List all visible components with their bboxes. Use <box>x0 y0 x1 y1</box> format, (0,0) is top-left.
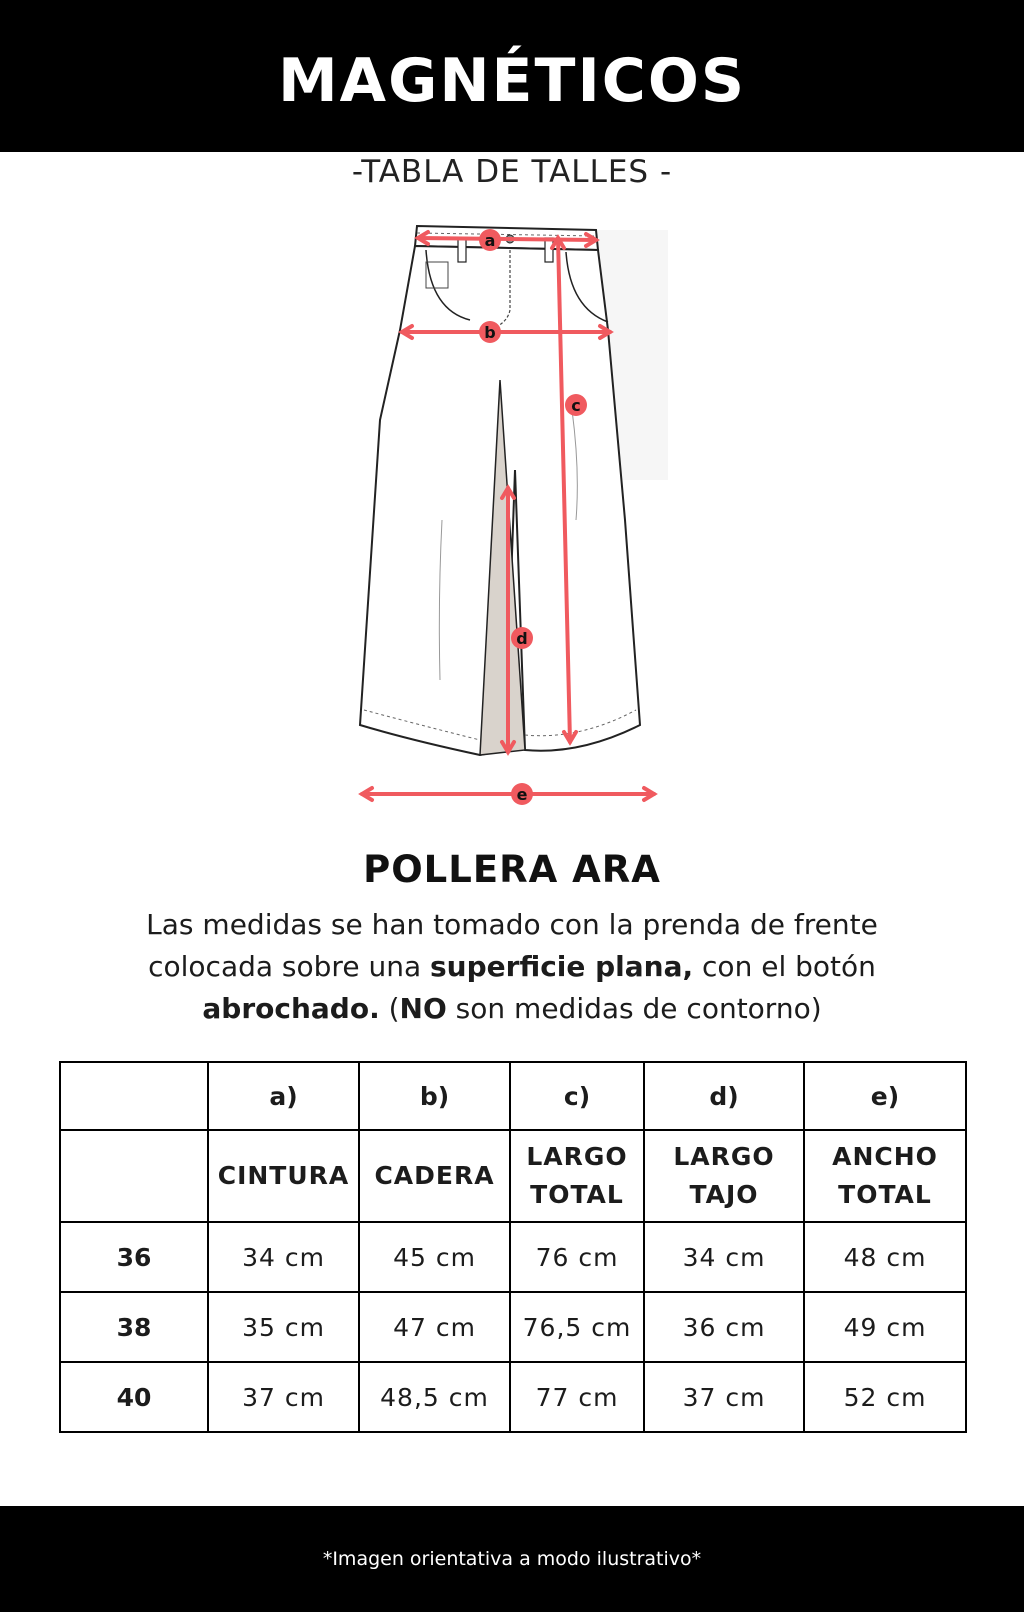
description-text: son medidas de contorno) <box>446 992 822 1025</box>
marker-d-label: d <box>516 629 528 648</box>
table-row <box>60 1130 966 1222</box>
table-cell: 37 cm <box>208 1362 359 1432</box>
description-text: con el botón <box>693 950 876 983</box>
description-bold: abrochado. <box>202 992 380 1025</box>
table-cell: 52 cm <box>804 1362 966 1432</box>
size-label: 40 <box>60 1362 208 1432</box>
table-cell-empty <box>60 1130 208 1222</box>
column-letter: b) <box>359 1062 510 1130</box>
column-header-text: CADERA <box>374 1161 495 1190</box>
table-cell: 34 cm <box>644 1222 804 1292</box>
table-cell: 76,5 cm <box>510 1292 644 1362</box>
table-cell: 77 cm <box>510 1362 644 1432</box>
table-cell: 76 cm <box>510 1222 644 1292</box>
footer-bar <box>0 1506 1024 1612</box>
product-title: POLLERA ARA <box>363 848 661 891</box>
column-header-text: ANCHO <box>832 1142 938 1171</box>
column-header-text: LARGO <box>526 1142 628 1171</box>
column-letter: a) <box>208 1062 359 1130</box>
column-header-largo-tajo <box>644 1130 804 1222</box>
description-bold: NO <box>399 992 447 1025</box>
page-subtitle: -TABLA DE TALLES - <box>351 154 673 190</box>
size-label: 38 <box>60 1292 208 1362</box>
size-label: 36 <box>60 1222 208 1292</box>
column-letter: c) <box>510 1062 644 1130</box>
column-header-text: TAJO <box>689 1180 759 1209</box>
column-header-text: TOTAL <box>530 1180 624 1209</box>
table-cell: 35 cm <box>208 1292 359 1362</box>
column-letter: e) <box>804 1062 966 1130</box>
column-header-cadera <box>359 1130 510 1222</box>
table-row <box>60 1062 966 1130</box>
belt-loop <box>545 238 553 262</box>
belt-loop <box>458 238 466 262</box>
marker-e-label: e <box>516 785 528 804</box>
table-cell: 45 cm <box>359 1222 510 1292</box>
marker-c-label: c <box>571 396 581 415</box>
description-text: Las medidas se han tomado con la prenda de frente colocada sobre una <box>146 908 878 983</box>
table-cell: 34 cm <box>208 1222 359 1292</box>
table-row <box>60 1292 966 1362</box>
measure-line-a <box>418 238 596 240</box>
table-cell: 36 cm <box>644 1292 804 1362</box>
column-header-text: TOTAL <box>838 1180 932 1209</box>
brand-title: MAGNÉTICOS <box>277 46 747 116</box>
column-header-text: LARGO <box>673 1142 775 1171</box>
table-cell: 37 cm <box>644 1362 804 1432</box>
marker-a-label: a <box>484 231 496 250</box>
footer-note: *Imagen orientativa a modo ilustrativo* <box>322 1548 702 1570</box>
table-cell: 48,5 cm <box>359 1362 510 1432</box>
size-table <box>59 1061 967 1433</box>
table-cell-empty <box>60 1062 208 1130</box>
marker-b-label: b <box>484 323 496 342</box>
column-header-ancho-total <box>804 1130 966 1222</box>
column-letter: d) <box>644 1062 804 1130</box>
column-header-text: CINTURA <box>217 1161 350 1190</box>
column-header-largo-total <box>510 1130 644 1222</box>
measurement-description <box>90 904 934 1030</box>
table-cell: 48 cm <box>804 1222 966 1292</box>
table-cell: 47 cm <box>359 1292 510 1362</box>
column-header-cintura <box>208 1130 359 1222</box>
table-cell: 49 cm <box>804 1292 966 1362</box>
description-bold: superficie plana, <box>430 950 694 983</box>
table-row <box>60 1362 966 1432</box>
table-row <box>60 1222 966 1292</box>
description-text: ( <box>379 992 400 1025</box>
skirt-diagram <box>340 220 700 820</box>
header-bar <box>0 0 1024 152</box>
